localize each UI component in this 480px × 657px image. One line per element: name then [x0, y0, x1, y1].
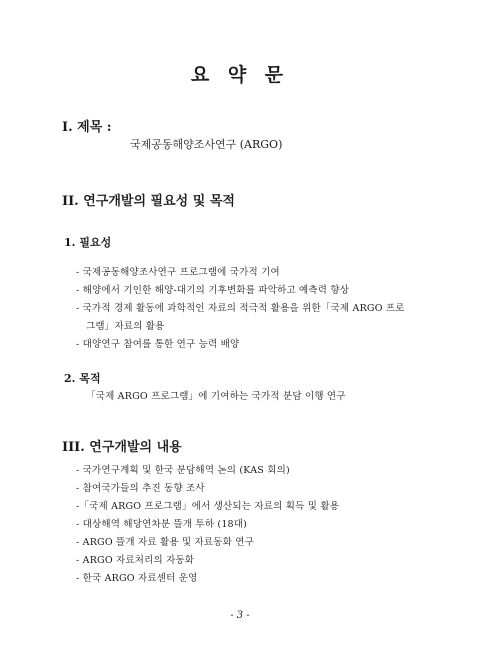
necessity-item-continued: 그램」자료의 활용: [86, 321, 165, 332]
content-item: - ARGO 뜰개 자료 활용 및 자료동화 연구: [76, 537, 255, 548]
content-item: - 참여국가들의 추진 동향 조사: [76, 483, 205, 494]
content-item: - 대상해역 해당연차분 뜰개 투하 (18대): [76, 519, 248, 530]
page-number: - 3 -: [230, 610, 250, 621]
section-1-heading: I. 제목 :: [62, 120, 112, 135]
content-item: - 한국 ARGO 자료센터 운영: [76, 573, 198, 584]
project-title: 국제공동해양조사연구 (ARGO): [130, 138, 283, 151]
purpose-text: 「국제 ARGO 프로그램」에 기여하는 국가적 분담 이행 연구: [86, 391, 346, 402]
necessity-item: - 대양연구 참여를 통한 연구 능력 배양: [76, 339, 240, 350]
content-item: - ARGO 자료처리의 자동화: [76, 555, 195, 566]
subsection-purpose-heading: 2. 목적: [64, 372, 101, 385]
section-3-heading: III. 연구개발의 내용: [62, 440, 182, 455]
document-title: 요 약 문: [190, 64, 290, 86]
content-item: -「국제 ARGO 프로그램」에서 생산되는 자료의 획득 및 활용: [76, 501, 340, 512]
necessity-item: - 국제공동해양조사연구 프로그램에 국가적 기여: [76, 267, 280, 278]
necessity-item: - 국가적 경제 활동에 과학적인 자료의 적극적 활용을 위한「국제 ARGO 프로: [76, 303, 405, 314]
necessity-item: - 해양에서 기인한 해양-대기의 기후변화를 파악하고 예측력 향상: [76, 285, 350, 296]
subsection-necessity-heading: 1. 필요성: [64, 236, 112, 249]
section-2-heading: II. 연구개발의 필요성 및 목적: [62, 194, 235, 209]
content-item: - 국가연구계획 및 한국 분담해역 논의 (KAS 회의): [76, 465, 290, 476]
